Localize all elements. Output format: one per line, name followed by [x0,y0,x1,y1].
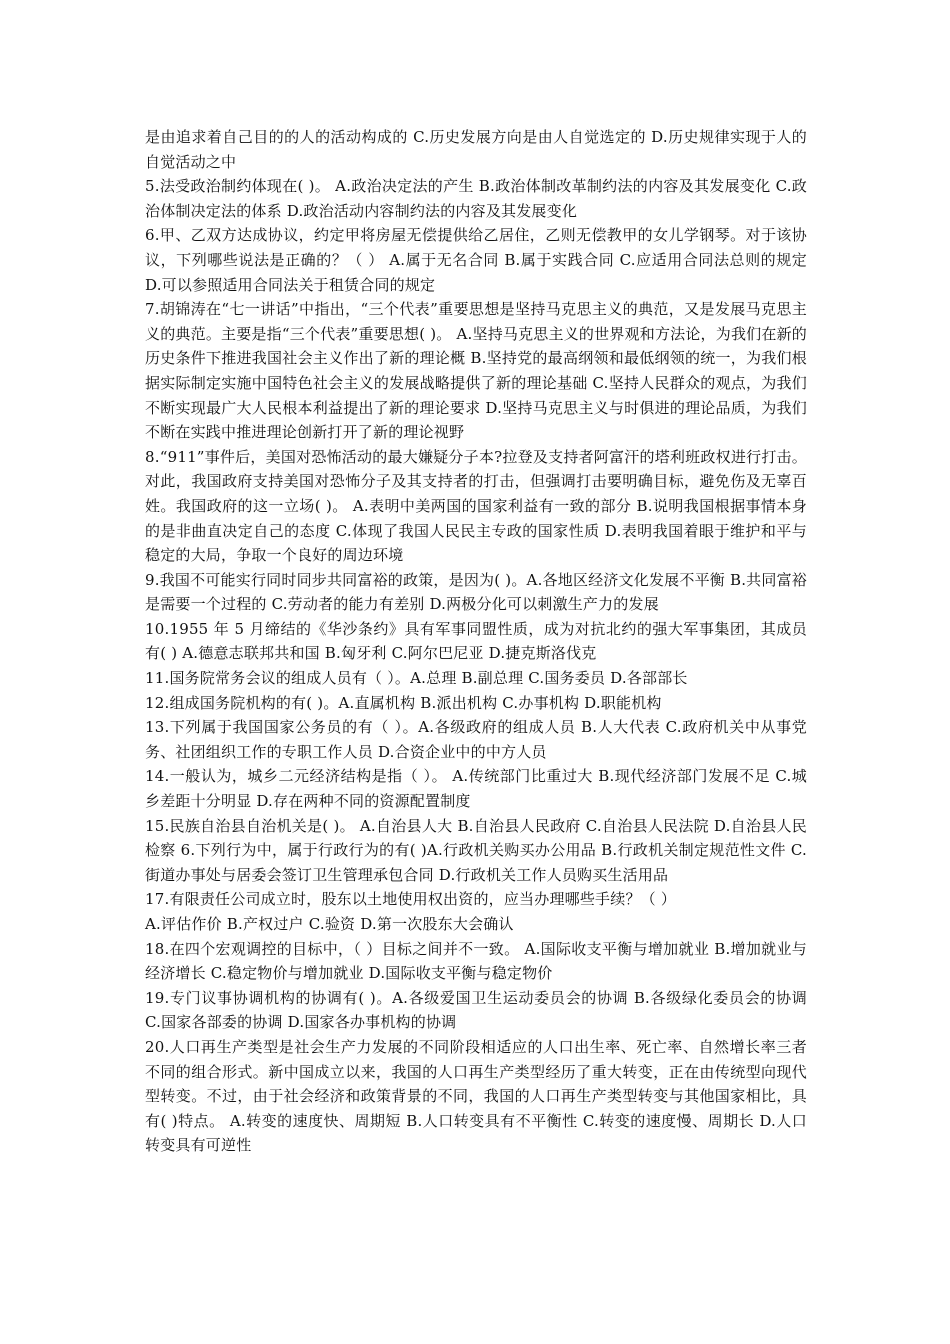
question-20: 20.人口再生产类型是社会生产力发展的不同阶段相适应的人口出生率、死亡率、自然增长率三者不同的组合形式。新中国成立以来，我国的人口再生产类型经历了重大转变，正在由传统型向现代型转变。不过，由于社会经济和政策背景的不同，我国的人口再生产类型转变与其他国家相比，具有( )特点。 A.转变的速度快、周期短 B.人口转变具有不平衡性 C.转变的速度慢、周期长 D.人口转变具有可逆性 [145,1037,807,1155]
question-14: 14.一般认为，城乡二元经济结构是指（ ）。 A.传统部门比重过大 B.现代经济部门发展不足 C.城乡差距十分明显 D.存在两种不同的资源配置制度 [145,767,807,811]
question-17: 17.有限责任公司成立时，股东以土地使用权出资的，应当办理哪些手续？（ ） [145,890,677,909]
question-8: 8.“911”事件后，美国对恐怖活动的最大嫌疑分子本?拉登及支持者阿富汗的塔利班政权进行打击。对此，我国政府支持美国对恐怖分子及其支持者的打击，但强调打击要明确目标，避免伤及无辜百姓。我国政府的这一立场( )。 A.表明中美两国的国家利益有一致的部分 B.说明我国根据事情本身的是非曲直决定自己的态度 C.体现了我国人民民主专政的国家性质 D.表明我国着眼于维护和平与稳定的大局，争取一个良好的周边环境 [145,447,807,565]
question-13: 13.下列属于我国国家公务员的有（ ）。A.各级政府的组成人员 B.人大代表 C.政府机关中从事党务、社团组织工作的专职工作人员 D.合资企业中的中方人员 [145,718,807,761]
question-5: 5.法受政治制约体现在( )。 A.政治决定法的产生 B.政治体制改革制约法的内容及其发展变化 C.政治体制决定法的体系 D.政治活动内容制约法的内容及其发展变化 [145,177,807,220]
document-body [145,125,807,1158]
question-17-options: A.评估作价 B.产权过户 C.验资 D.第一次股东大会确认 [145,915,514,933]
question-9: 9.我国不可能实行同时同步共同富裕的政策，是因为( )。A.各地区经济文化发展不平衡 B.共同富裕是需要一个过程的 C.劳动者的能力有差别 D.两极分化可以刺激生产力的发展 [145,570,807,614]
question-19: 19.专门议事协调机构的协调有( )。A.各级爱国卫生运动委员会的协调 B.各级绿化委员会的协调 C.国家各部委的协调 D.国家各办事机构的协调 [145,988,807,1032]
question-18: 18.在四个宏观调控的目标中，（ ）目标之间并不一致。 A.国际收支平衡与增加就业 B.增加就业与经济增长 C.稳定物价与增加就业 D.国际收支平衡与稳定物价 [145,939,807,983]
question-7: 7.胡锦涛在“七一讲话”中指出，“三个代表”重要思想是坚持马克思主义的典范，又是发展马克思主义的典范。主要是指“三个代表”重要思想( )。 A.坚持马克思主义的世界观和方法论，为我们在新的历史条件下推进我国社会主义作出了新的理论概 B.坚持党的最高纲领和最低纲领的统一，为我们根据实际制定实施中国特色社会主义的发展战略提供了新的理论基础 C.坚持人民群众的观点，为我们不断实现最广大人民根本利益提出了新的理论要求 D.坚持马克思主义与时俱进的理论品质，为我们不断在实践中推进理论创新打开了新的理论视野 [145,300,807,442]
question-15: 15.民族自治县自治机关是( )。 A.自治县人大 B.自治县人民政府 C.自治县人民法院 D.自治县人民检察 6.下列行为中，属于行政行为的有( )A.行政机关购买办公用品 B.行政机关制定规范性文件 C.街道办事处与居委会签订卫生管理承包合同 D.行政机关工作人员购买生活用品 [145,816,807,884]
question-6: 6.甲、乙双方达成协议，约定甲将房屋无偿提供给乙居住，乙则无偿教甲的女儿学钢琴。对于该协议，下列哪些说法是正确的？（ ） A.属于无名合同 B.属于实践合同 C.应适用合同法总则的规定 D.可以参照适用合同法关于租赁合同的规定 [145,226,807,294]
question-12: 12.组成国务院机构的有( )。A.直属机构 B.派出机构 C.办事机构 D.职能机构 [145,693,662,712]
question-10: 10.1955 年 5 月缔结的《华沙条约》具有军事同盟性质，成为对抗北约的强大军事集团，其成员有( ) A.德意志联邦共和国 B.匈牙利 C.阿尔巴尼亚 D.捷克斯洛伐克 [145,619,807,663]
paragraph-continuation: 是由追求着自己目的的人的活动构成的 C.历史发展方向是由人自觉选定的 D.历史规律实现于人的自觉活动之中 [145,128,807,171]
question-11: 11.国务院常务会议的组成人员有（ ）。A.总理 B.副总理 C.国务委员 D.各部部长 [145,669,688,688]
